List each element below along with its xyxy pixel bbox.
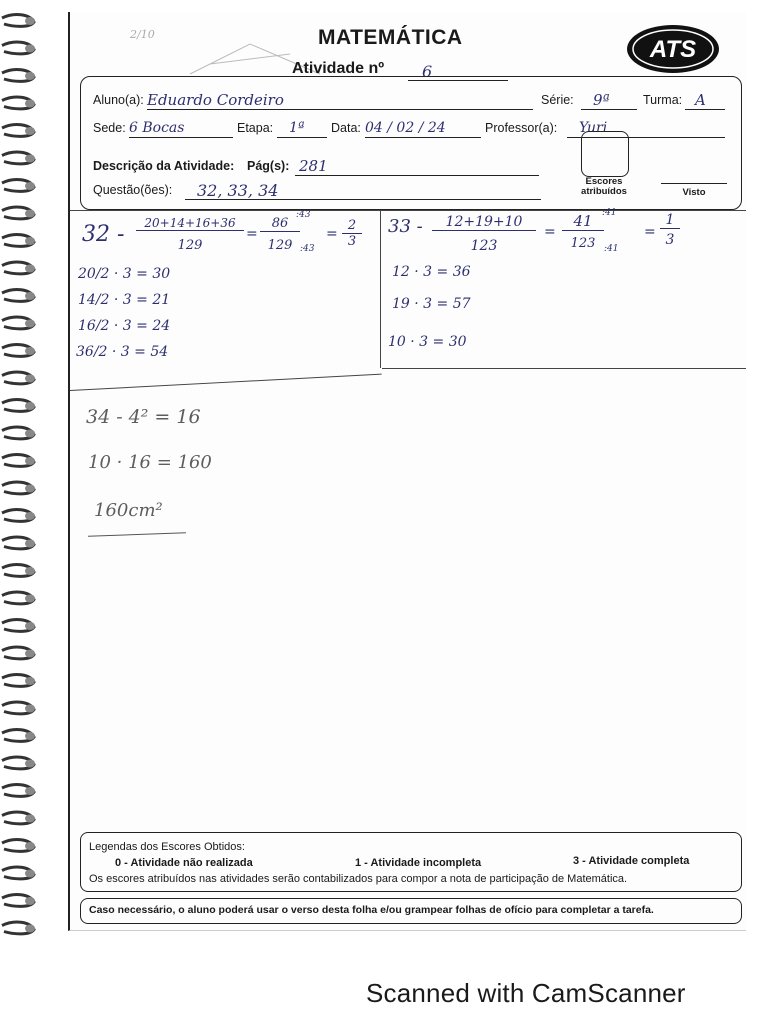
q33-line-1: 12 · 3 = 36 [392, 264, 471, 280]
turma-field [685, 91, 725, 110]
spiral-coil [2, 262, 35, 274]
spiral-coil [2, 152, 35, 164]
q34-line-3: 160cm² [94, 500, 163, 521]
spiral-coil [2, 97, 35, 109]
legend-score-3: 3 - Atividade completa [573, 855, 690, 867]
spiral-coil [2, 592, 35, 604]
visto-label: Visto [682, 187, 706, 198]
q32-r1-den: 129 [267, 238, 293, 253]
spiral-coil [2, 785, 35, 797]
spiral-coil [2, 702, 35, 714]
professor-value: Yuri [579, 120, 608, 136]
data-label: Data: [331, 121, 361, 135]
activity-number: 6 [422, 62, 433, 81]
q33-numerator: 12+19+10 [432, 214, 536, 231]
q33-line-2: 19 · 3 = 57 [392, 296, 471, 312]
legend-score-1: 1 - Atividade incompleta [355, 857, 482, 869]
spiral-coil [2, 867, 35, 879]
etapa-label: Etapa: [237, 121, 274, 135]
q32-prefix: 32 - [82, 222, 125, 247]
q32-result-den: 3 [347, 234, 357, 249]
spiral-coil [2, 400, 35, 412]
page-title: MATEMÁTICA [318, 26, 463, 49]
q33-r1-sup: :41 [602, 208, 617, 218]
q33-r1-num: 41 [562, 212, 604, 231]
q32-r1-sub: :43 [300, 244, 315, 254]
spiral-coil [2, 372, 35, 384]
sede-value: 6 Bocas [129, 120, 185, 136]
q32-line-1: 20/2 · 3 = 30 [78, 266, 171, 282]
spiral-coil [2, 565, 35, 577]
spiral-coil [2, 620, 35, 632]
q32-denominator: 129 [177, 238, 203, 253]
q33-result-den: 3 [665, 232, 675, 248]
ats-logo [626, 24, 720, 74]
serie-value: 9ª [593, 91, 610, 109]
activity-label: Atividade nº [292, 60, 385, 77]
score-box [581, 131, 629, 177]
etapa-value: 1ª [289, 120, 305, 136]
q34-line-2: 10 · 16 = 160 [88, 452, 212, 473]
work-divider-right [382, 368, 746, 369]
spiral-coil [2, 427, 35, 439]
data-field [365, 119, 481, 138]
professor-label: Professor(a): [485, 121, 558, 135]
spiral-coil [2, 895, 35, 907]
q32-result-num: 2 [342, 218, 362, 234]
logo-text: ATS [649, 36, 697, 63]
pags-value: 281 [299, 157, 328, 175]
work-divider-left [70, 374, 382, 391]
questoes-label: Questão(ões): [93, 183, 173, 197]
spiral-coil [2, 207, 35, 219]
legend-score-0: 0 - Atividade não realizada [115, 857, 253, 869]
spiral-coil [2, 180, 35, 192]
student-info-box [80, 76, 742, 210]
serie-label: Série: [541, 93, 574, 107]
worksheet-page: 2/10 MATEMÁTICA Atividade nº 6 ATS Aluno(a): Eduardo Cordeiro Série: 9ª Turma: A Sede: 6 Bocas Etapa: 1ª Data: 04 / 02 / 24 Professor(a): Yuri Descrição da Atividade: Pág(s): 281 Questão(ões): 32, 33, 34 Escores atribuídos Visto 32 - 20+14+16+36 129 = 86 :43 129 :43 = 2 3 20/2 · 3 = 30 14/2 · 3 = 21 16/2 · 3 = 24 36/2 · 3 = 54 33 - 12+19+10 123 = 41 :41 123 :41 = 1 3 12 · 3 = 36 19 · 3 = 57 10 · 3 = 30 34 - 4² = 16 10 · 16 = 160 160cm² Legendas dos Escores Obtidos: 0 - Atividade não realizada 1 - Atividade incompleta 3 - Atividade completa Os escores atribuídos nas atividades serão contabilizados para compor a nota de participação de Matemática. Caso necessário, o aluno poderá usar o verso desta folha e/ou grampear folhas de ofício para completar a tarefa. [68, 12, 746, 931]
spiral-coil [2, 482, 35, 494]
spiral-coil [2, 812, 35, 824]
spiral-coil [2, 510, 35, 522]
q33-r1-den: 123 [570, 236, 596, 251]
q32-numerator: 20+14+16+36 [136, 216, 244, 231]
q34-underline [88, 532, 186, 536]
margin-scribble: 2/10 [130, 28, 155, 41]
q32-line-4: 36/2 · 3 = 54 [76, 344, 169, 360]
aluno-field [147, 91, 533, 110]
pags-label: Pág(s): [247, 159, 290, 173]
q33-prefix: 33 - [388, 216, 423, 237]
serie-field [581, 91, 637, 110]
legend-note: Os escores atribuídos nas atividades serão contabilizados para compor a nota de participação de Matemática. [89, 873, 628, 885]
spiral-coil [2, 290, 35, 302]
spiral-coil [2, 840, 35, 852]
work-vertical-divider [380, 210, 381, 368]
questoes-field [185, 181, 541, 200]
legend-title: Legendas dos Escores Obtidos: [89, 841, 245, 853]
spiral-coil [2, 317, 35, 329]
q34-line-1: 34 - 4² = 16 [86, 406, 201, 428]
spiral-coil [2, 922, 35, 934]
spiral-coil [2, 70, 35, 82]
footer-note: Caso necessário, o aluno poderá usar o verso desta folha e/ou grampear folhas de ofício para completar a tarefa. [89, 904, 654, 916]
spiral-coil [2, 757, 35, 769]
escores-label: Escores atribuídos [581, 176, 627, 197]
q32-line-3: 16/2 · 3 = 24 [78, 318, 171, 334]
q32-r1-num: 86 [260, 216, 300, 232]
spiral-coil [2, 455, 35, 467]
aluno-label: Aluno(a): [93, 93, 144, 107]
data-value: 04 / 02 / 24 [365, 120, 446, 136]
turma-label: Turma: [643, 93, 683, 107]
aluno-value: Eduardo Cordeiro [147, 91, 284, 109]
spiral-coil [2, 537, 35, 549]
spiral-coil [2, 42, 35, 54]
sede-field [129, 119, 233, 138]
spiral-coil [2, 125, 35, 137]
etapa-field [277, 119, 327, 138]
q33-result-num: 1 [660, 212, 680, 229]
spiral-coil [2, 345, 35, 357]
spiral-coil [2, 15, 35, 27]
descricao-label: Descrição da Atividade: [93, 159, 235, 173]
spiral-binding [0, 10, 40, 950]
q32-line-2: 14/2 · 3 = 21 [78, 292, 171, 308]
footer-note-box [80, 898, 742, 924]
questoes-value: 32, 33, 34 [197, 181, 279, 200]
spiral-coil [2, 730, 35, 742]
q33-r1-sub: :41 [604, 244, 619, 254]
spiral-coil [2, 235, 35, 247]
q33-line-3: 10 · 3 = 30 [388, 334, 467, 350]
turma-value: A [695, 91, 706, 109]
sede-label: Sede: [93, 121, 126, 135]
spiral-coil [2, 675, 35, 687]
legend-box [80, 832, 742, 892]
spiral-coil [2, 647, 35, 659]
work-top-line [70, 210, 746, 211]
pags-field [295, 157, 539, 176]
camscanner-watermark: Scanned with CamScanner [366, 978, 686, 1008]
q32-r1-sup: :43 [296, 210, 311, 220]
q33-denominator: 123 [470, 238, 498, 254]
